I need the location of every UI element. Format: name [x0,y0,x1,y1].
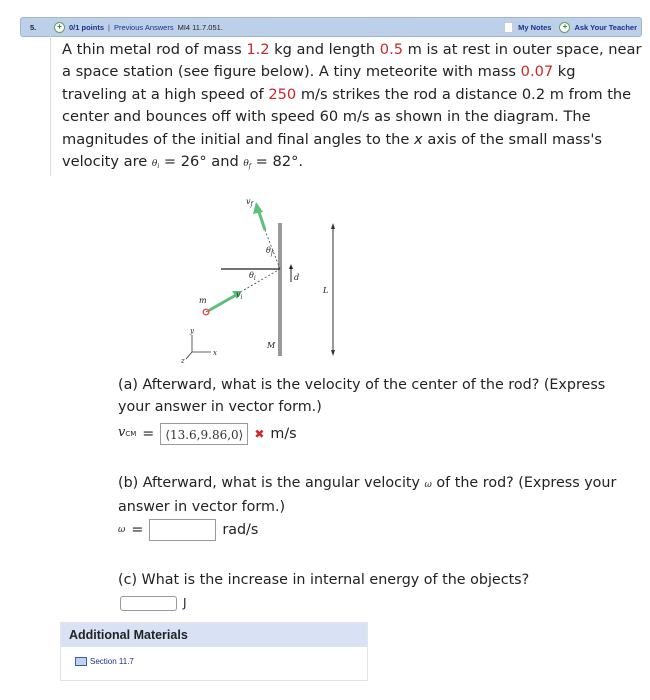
part-b-unit: rad/s [222,522,259,538]
theta: θ [151,159,158,170]
part-a-answer-field[interactable] [160,423,248,445]
d-arrowhead [289,264,293,269]
z-label: z [181,357,185,365]
vf-arrowhead [253,202,263,214]
length-arrowhead-top [331,223,335,229]
section-link[interactable] [75,657,367,666]
previous-answers-link[interactable]: Previous Answers [113,22,174,32]
problem-statement [62,39,642,178]
omega-symbol: ω [118,525,126,535]
my-notes-link[interactable]: My Notes [518,22,552,32]
cm-subscript: CM [125,430,137,438]
part-b-question [118,472,638,518]
theta: θ [243,159,249,170]
part-a-answer-value: ⟨13.6,9.86,0⟩ [165,427,244,442]
part-b-text: (b) Afterward, what is the angular velocity [118,475,425,491]
v-symbol: v [118,425,126,440]
x-label: x [213,349,217,357]
d-label: d [294,273,300,282]
section-link-label[interactable]: Section 11.7 [90,657,134,666]
theta-i-label: $\theta_i$ [249,271,256,282]
collision-diagram [170,190,350,365]
equals-sign: = [142,425,155,442]
problem-text: axis of the small mass's velocity are [62,130,602,171]
part-a-question: (a) Afterward, what is the velocity of the center of the rod? (Express your answer in vector form.) [118,377,606,415]
expand-plus-icon[interactable]: + [54,22,65,33]
separator: | [108,22,110,32]
ask-teacher-link[interactable]: Ask Your Teacher [574,22,637,32]
M-label: M [267,341,276,350]
rod [278,223,282,356]
part-b-text: of the rod? (Express your answer in vector form.) [118,475,617,515]
part-c-answer-row [120,592,187,614]
points-label: 0/1 points [69,22,105,32]
theta-f-label: $\theta_f$ [266,246,274,257]
ask-teacher-plus-icon: + [559,22,570,33]
problem-text: m/s strikes the rod a distance 0.2 m from the center and bounces off with speed 60 m/s as shown in the diagram. The magnitudes of the initial and final angles to the [62,85,632,148]
vf-arrow [259,212,265,230]
problem-text: m is at rest in outer space, near a space station (see figure below). A tiny meteorite with mass [62,41,642,81]
problem-text: kg and length [269,41,380,58]
additional-materials-title: Additional Materials [61,623,367,647]
z-axis [186,352,192,359]
rod-length-value: 0.5 [379,41,403,58]
equals-sign: = [131,522,144,538]
part-a-answer-row [118,422,297,445]
theta-f-symbol [243,159,251,169]
omega-symbol: ω [424,480,432,490]
problem-id: MI4 11.7.051. [177,22,223,32]
sub-f: f [248,163,252,171]
part-c-question: (c) What is the increase in internal energy of the objects? [118,572,530,588]
part-a-unit: m/s [270,425,297,442]
book-icon [75,657,87,666]
meteor-speed-value: 250 [268,85,297,103]
m-label: m [199,296,207,305]
vf-label: $v_f$ [246,197,253,208]
theta-f-value: = 82°. [251,153,304,171]
additional-materials [60,622,368,681]
length-arrowhead-bottom [331,350,335,356]
y-label: y [190,327,194,335]
vi-label: $v_i$ [236,290,243,301]
x-variable: x [414,130,423,148]
L-label: L [323,286,329,295]
notes-icon [504,22,513,33]
part-c-answer-field[interactable] [120,596,177,611]
vi-arrow [208,295,236,311]
theta-i-value: = 26° and [159,153,244,171]
question-header [20,17,642,37]
part-b-answer-field[interactable] [149,519,216,541]
incorrect-x-icon: ✖ [254,426,265,441]
sub-i: i [157,163,160,171]
meteor-mass-value: 0.07 [520,63,554,81]
question-number: 5. [30,22,37,32]
part-c-unit: J [183,596,187,610]
rod-mass-value: 1.2 [246,41,270,58]
problem-text: A thin metal rod of mass [62,41,247,58]
v-cm-symbol [118,422,136,445]
problem-text: kg traveling at a high speed of [62,63,576,103]
part-b-answer-row [118,519,258,541]
